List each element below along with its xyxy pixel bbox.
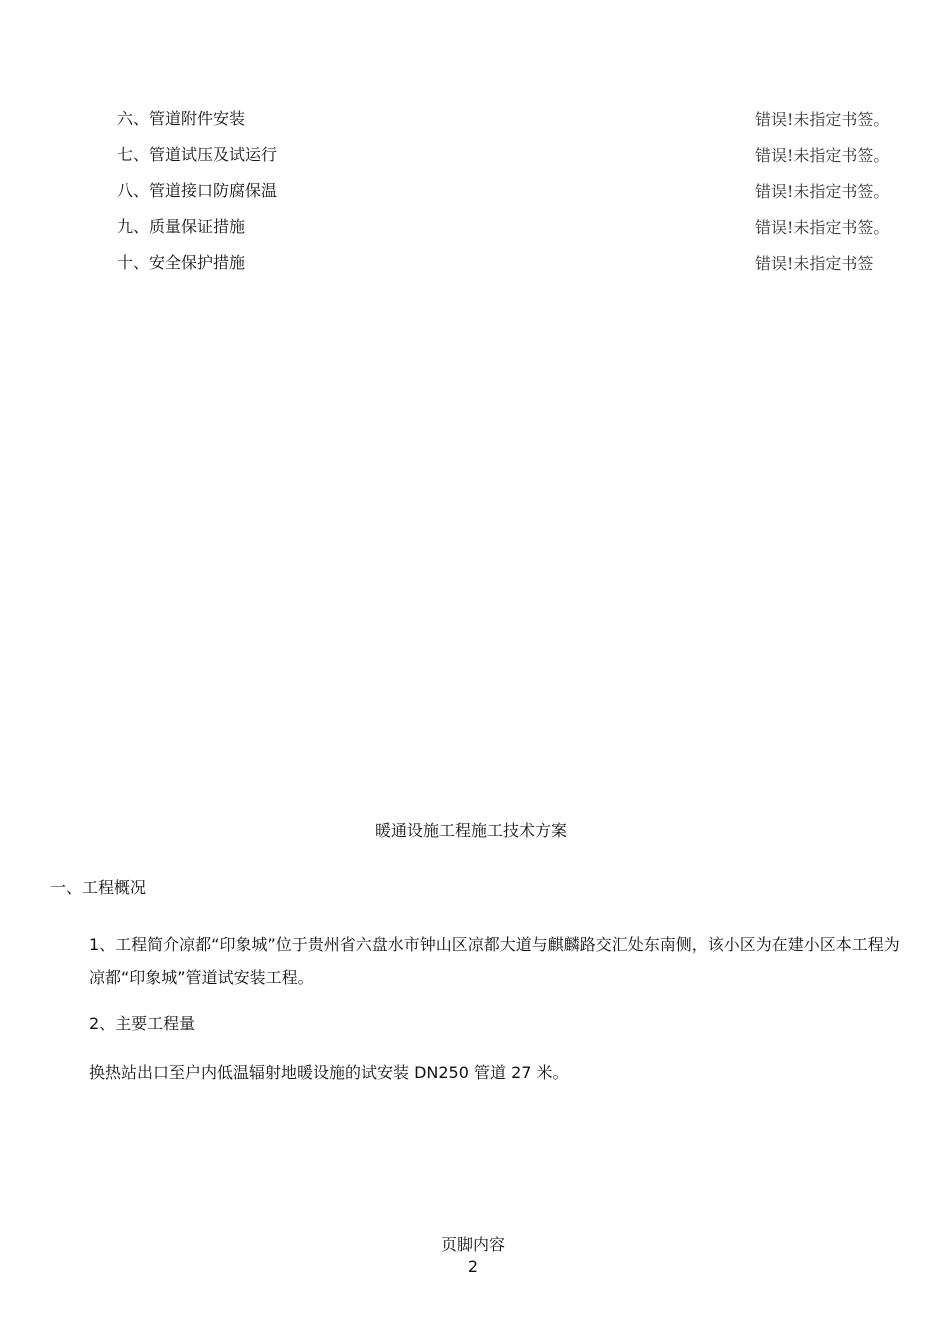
document-title: 暖通设施工程施工技术方案 [374, 821, 567, 840]
toc-entry-label: 八、管道接口防腐保温 [117, 181, 278, 200]
page-number: 2 [467, 1257, 479, 1276]
toc-entry-page-ref: 错误!未指定书签。 [755, 182, 890, 201]
paragraph-main-quantities-heading: 2、主要工程量 [89, 1014, 196, 1033]
toc-entry[interactable] [117, 178, 897, 214]
footer-text: 页脚内容 [440, 1235, 505, 1254]
toc-entry-page-ref: 错误!未指定书签。 [755, 218, 890, 237]
table-of-contents [117, 106, 897, 286]
toc-entry-label: 九、质量保证措施 [117, 217, 246, 236]
toc-entry-label: 六、管道附件安装 [117, 109, 246, 128]
section-heading: 一、工程概况 [50, 878, 147, 897]
page-footer [0, 1234, 946, 1278]
toc-entry-label: 七、管道试压及试运行 [117, 145, 278, 164]
toc-entry[interactable] [117, 142, 897, 178]
paragraph-main-quantities: 换热站出口至户内低温辐射地暖设施的试安装 DN250 管道 27 米。 [89, 1063, 569, 1082]
toc-entry-page-ref: 错误!未指定书签 [755, 254, 874, 273]
toc-entry-page-ref: 错误!未指定书签。 [755, 110, 890, 129]
toc-entry[interactable] [117, 250, 897, 286]
toc-entry[interactable] [117, 214, 897, 250]
paragraph-project-intro: 1、工程简介凉都“印象城”位于贵州省六盘水市钟山区凉都大道与麒麟路交汇处东南侧，该小区为在建小区本工程为凉都“印象城”管道试安装工程。 [89, 935, 900, 987]
toc-entry-label: 十、安全保护措施 [117, 253, 246, 272]
toc-entry-page-ref: 错误!未指定书签。 [755, 146, 890, 165]
toc-entry[interactable] [117, 106, 897, 142]
